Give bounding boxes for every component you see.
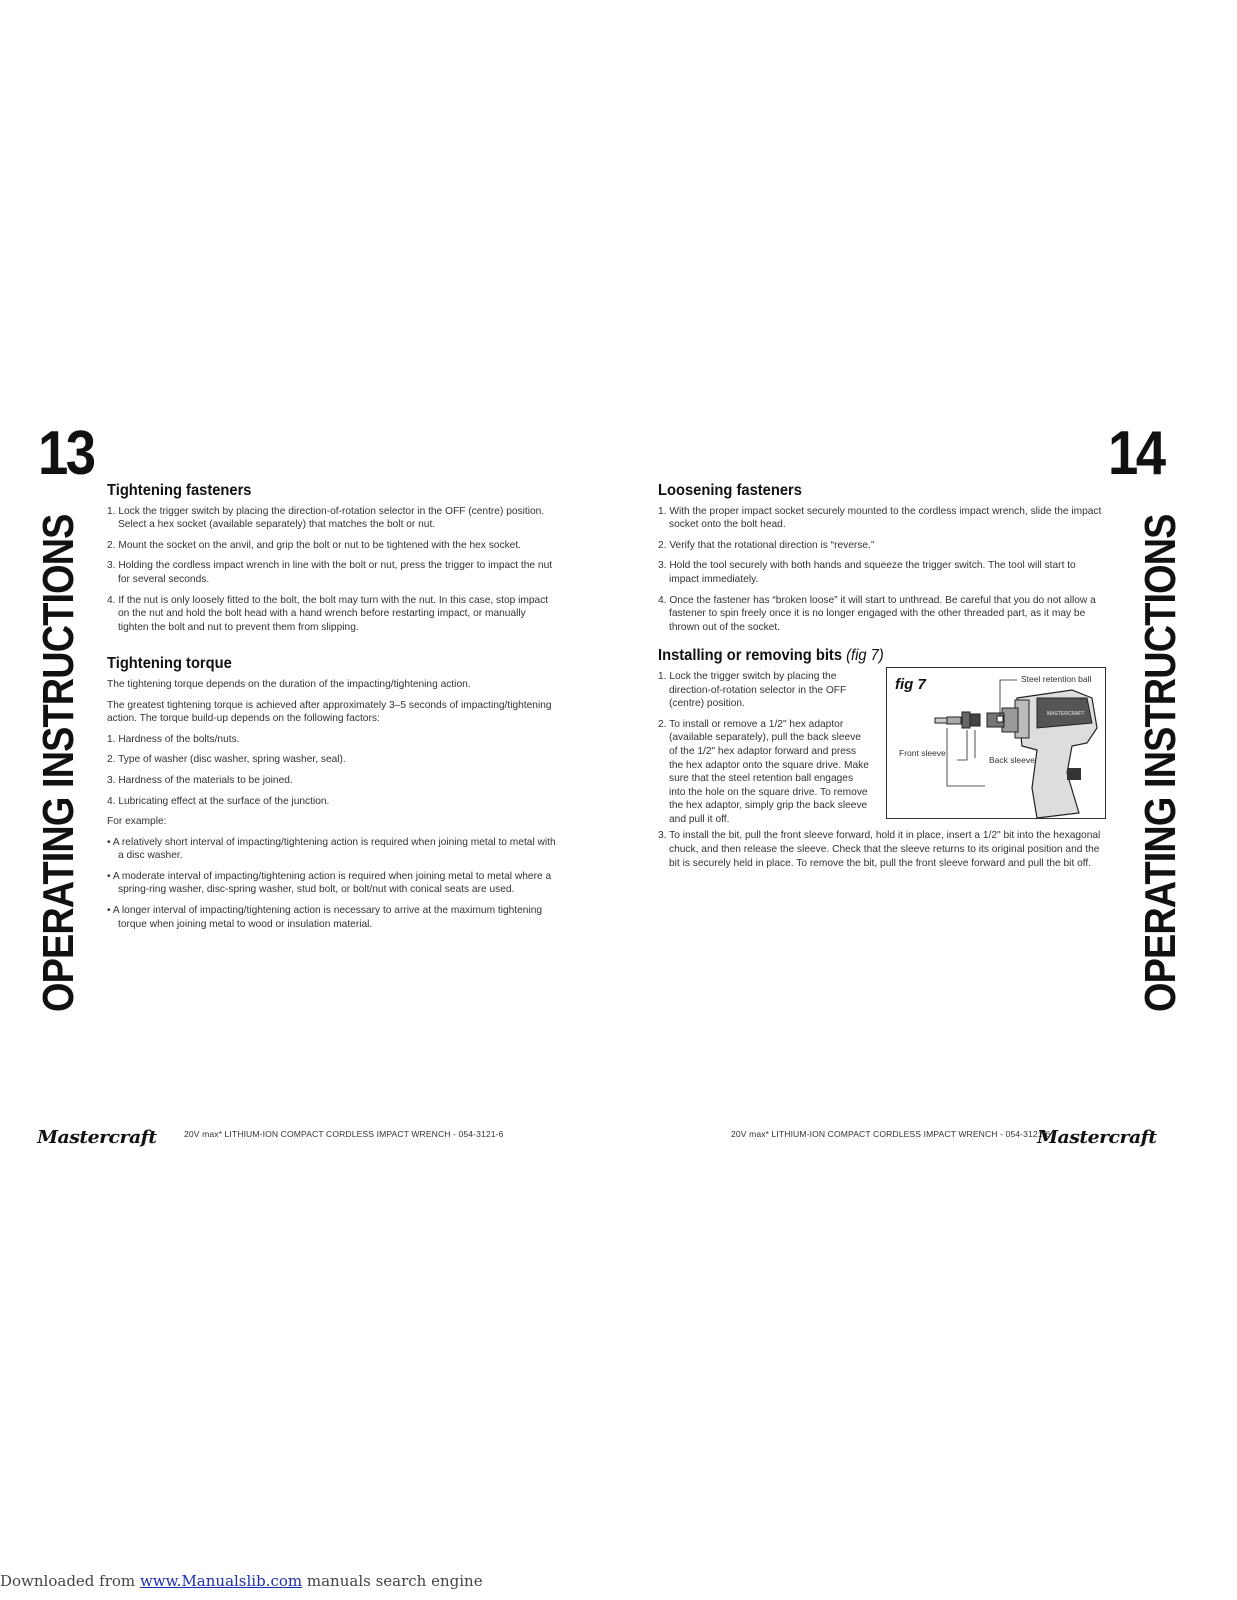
list-item: 3. To install the bit, pull the front sleeve forward, hold it in place, insert a 1/2" bit into the hexagonal chuck, and then release the sleeve. Check that the sleeve returns to its original position and the bit is securely held in place. To remove the bit, pull the front sleeve forward and pull the bit off. <box>658 830 1101 869</box>
heading-loosening-fasteners: Loosening fasteners <box>658 482 802 499</box>
callout-steel-retention-ball: Steel retention ball <box>1021 674 1092 684</box>
page-number-right: 14 <box>1108 419 1164 488</box>
mastercraft-logo-right: Mastercraft <box>1037 1127 1157 1148</box>
list-item: • A longer interval of impacting/tightening action is necessary to arrive at the maximum tightening torque when joining metal to wood or insulation material. <box>107 905 543 930</box>
side-title-left: OPERATING INSTRUCTIONS <box>34 514 83 1012</box>
heading-installing-bits <box>658 649 1072 663</box>
torque-factors <box>107 733 557 808</box>
list-item: 4. Once the fastener has “broken loose” it will start to unthread. Be careful that you do not allow a fastener to spin freely once it is no longer engaged with the other threaded part, as it may be thrown out of the socket. <box>658 594 1096 633</box>
list-item: 4. Lubricating effect at the surface of the junction. <box>107 795 330 807</box>
list-item: 1. Lock the trigger switch by placing the direction-of-rotation selector in the OFF (centre) position. <box>658 670 847 710</box>
list-item: 2. Type of washer (disc washer, spring washer, seal). <box>107 754 346 766</box>
footer-text-right: 20V max* LITHIUM-ION COMPACT CORDLESS IMPACT WRENCH - 054-3121-6 <box>731 1129 1051 1139</box>
list-item: 1. Lock the trigger switch by placing the direction-of-rotation selector in the OFF (centre) position. Select a hex socket (available separately) that matches the bolt or nut. <box>107 505 545 531</box>
figure-7 <box>886 667 1106 819</box>
tool-brand-text: MASTERCRAFT <box>1047 711 1085 717</box>
download-prefix: Downloaded from <box>0 1572 136 1590</box>
list-item: 3. Holding the cordless impact wrench in line with the bolt or nut, press the trigger to impact the nut for several seconds. <box>107 560 553 585</box>
tightening-steps <box>107 505 557 635</box>
mastercraft-logo-left: Mastercraft <box>37 1127 157 1148</box>
page-number-left: 13 <box>38 419 94 488</box>
manualslib-link[interactable]: www.Manualslib.com <box>139 1572 303 1590</box>
impact-wrench-illustration <box>887 668 1105 818</box>
list-item: 3. Hold the tool securely with both hands and squeeze the trigger switch. The tool will start to impact immediately. <box>658 560 1076 585</box>
list-item: 4. If the nut is only loosely fitted to the bolt, the bolt may turn with the nut. In this case, stop impact on the nut and hold the bolt head with a hand wrench before restarting impact, or manually tighten the bolt and nut to prevent them from slipping. <box>107 594 549 633</box>
list-item: 2. To install or remove a 1/2" hex adaptor (available separately), pull the back sleeve of the 1/2" hex adaptor forward and press the hex adaptor onto the square drive. Make sure that the steel retention ball engages into the hole on the square drive. To remove the hex adaptor, simply grip the back sleeve and pull it off. <box>658 718 869 825</box>
list-item: 1. With the proper impact socket securely mounted to the cordless impact wrench, slide the impact socket onto the bolt head. <box>658 505 1102 531</box>
bits-steps <box>658 670 870 827</box>
example-label: For example: <box>107 816 167 828</box>
heading-fig-ref: (fig 7) <box>846 647 884 665</box>
torque-intro-2: The greatest tightening torque is achieved after approximately 3–5 seconds of impacting/tightening action. The torque build-up depends on the following factors: <box>107 699 552 725</box>
heading-bits-text: Installing or removing bits <box>658 647 843 665</box>
download-suffix: manuals search engine <box>302 1572 483 1590</box>
footer-text-left: 20V max* LITHIUM-ION COMPACT CORDLESS IMPACT WRENCH - 054-3121-6 <box>184 1129 504 1139</box>
list-item: 1. Hardness of the bolts/nuts. <box>107 733 240 745</box>
loosening-steps <box>658 505 1108 635</box>
side-title-right: OPERATING INSTRUCTIONS <box>1136 514 1185 1012</box>
list-item: • A relatively short interval of impacting/tightening action is required when joining metal to metal with a disc washer. <box>107 836 556 862</box>
list-item: 2. Verify that the rotational direction is “reverse.” <box>658 539 875 551</box>
list-item: 2. Mount the socket on the anvil, and grip the bolt or nut to be tightened with the hex socket. <box>107 539 521 551</box>
bits-step-3 <box>658 829 1108 870</box>
figure-label: fig 7 <box>895 676 926 693</box>
heading-tightening-torque: Tightening torque <box>107 655 232 673</box>
list-item: • A moderate interval of impacting/tightening action is required when joining metal to metal where a spring-ring washer, disc-spring washer, stud bolt, or bolt/nut with conical seats are used. <box>107 870 552 896</box>
torque-examples <box>107 836 557 932</box>
callout-back-sleeve: Back sleeve <box>989 755 1035 765</box>
list-item: 3. Hardness of the materials to be joined. <box>107 774 293 786</box>
callout-front-sleeve: Front sleeve <box>899 748 946 758</box>
download-line <box>0 1572 483 1590</box>
left-column <box>107 484 557 938</box>
heading-tightening-fasteners: Tightening fasteners <box>107 482 252 499</box>
torque-intro-1: The tightening torque depends on the duration of the impacting/tightening action. <box>107 678 471 690</box>
